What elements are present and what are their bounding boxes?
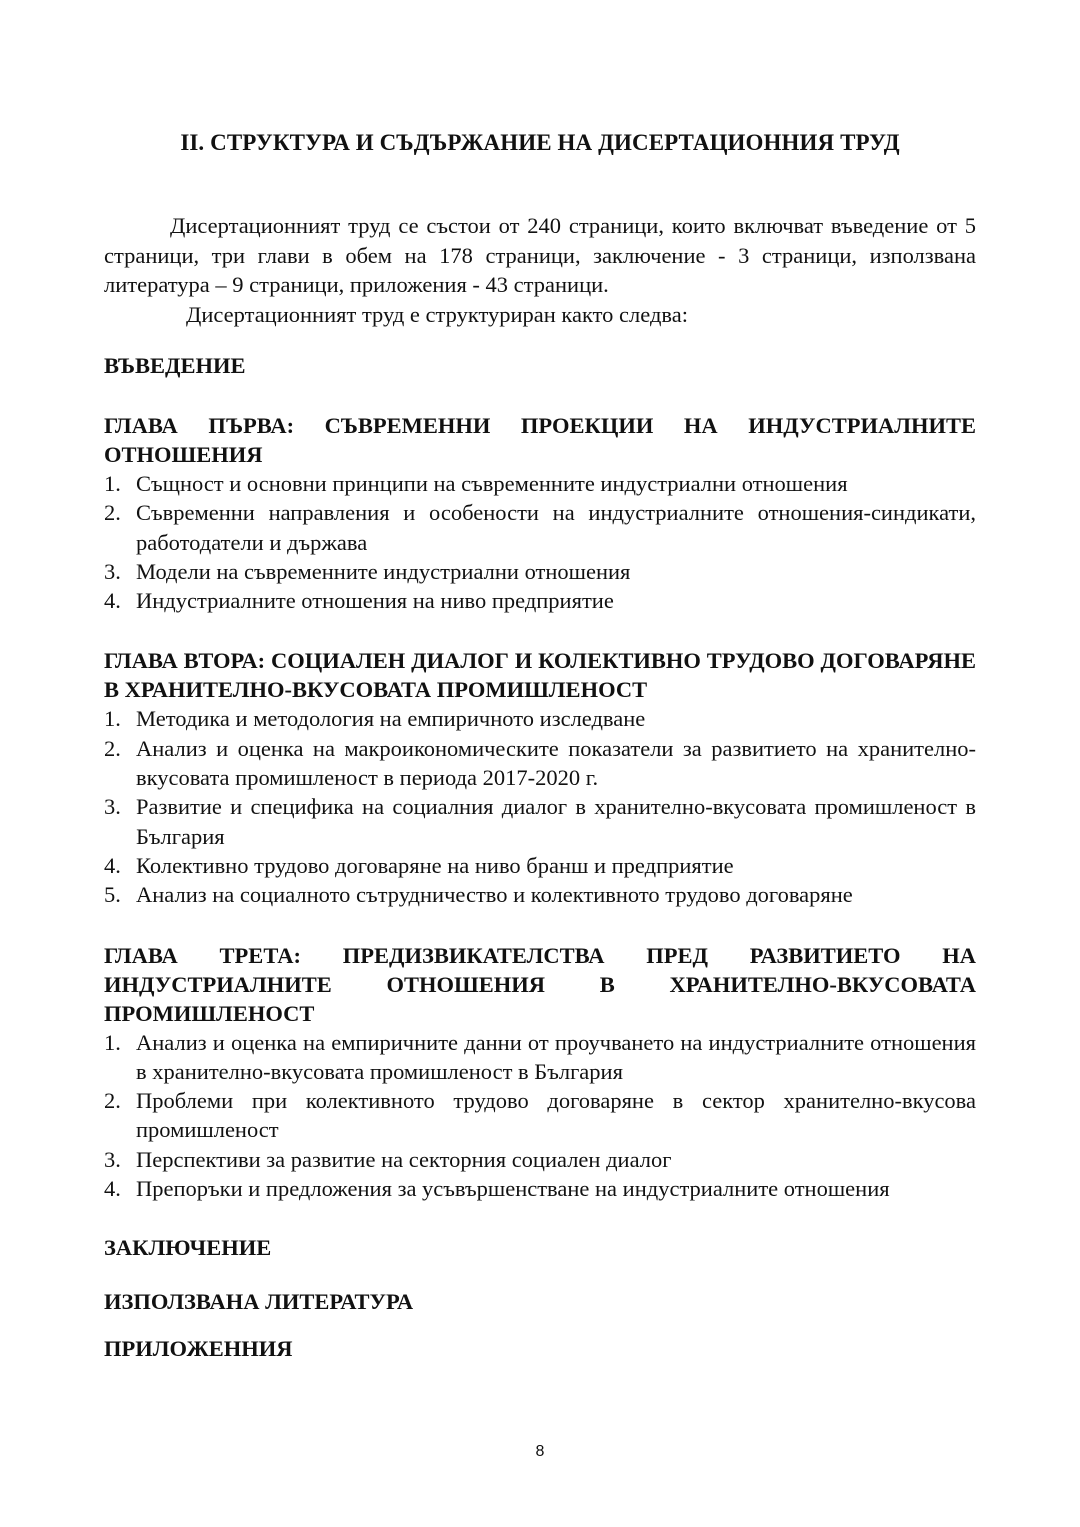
list-item-text: Препоръки и предложения за усъвършенстване на индустриалните отношения [136, 1176, 890, 1202]
list-item [104, 880, 976, 909]
list-item [104, 1028, 976, 1087]
list-item-number: 1. [104, 706, 121, 732]
list-item-text: Анализ и оценка на макроикономическите показатели за развитието на хранително-вкусовата промишленост в периода 2017-2020 г. [136, 735, 976, 791]
list-item [104, 851, 976, 880]
list-item-text: Модели на съвременните индустриални отношения [136, 558, 631, 584]
structure-statement: Дисертационният труд е структуриран както следва: [186, 301, 688, 327]
list-item-text: Индустриалните отношения на ниво предприятие [136, 588, 614, 614]
appendices-heading: ПРИЛОЖЕННИЯ [104, 1336, 293, 1362]
list-item-text: Перспективи за развитие на секторния социален диалог [136, 1146, 672, 1172]
list-item-text: Анализ на социалното сътрудничество и колективното трудово договаряне [136, 882, 853, 908]
chapter-three-heading: ГЛАВА ТРЕТА: ПРЕДИЗВИКАТЕЛСТВА ПРЕД РАЗВИТИЕТО НА ИНДУСТРИАЛНИТЕ ОТНОШЕНИЯ В ХРАНИТЕЛНО-ВКУСОВАТА ПРОМИШЛЕНОСТ [104, 942, 976, 1026]
intro-paragraph: Дисертационният труд се състои от 240 страници, които включват въведение от 5 страници, три глави в обем на 178 страници, заключение - 3 страници, използвана литература – 9 страници, приложения - 43 страници. [104, 213, 976, 297]
list-item-number: 1. [104, 1029, 121, 1055]
list-item-number: 2. [104, 735, 121, 761]
list-item-text: Проблеми при колективното трудово договаряне в сектор хранително-вкусова промишленост [136, 1088, 976, 1143]
list-item-number: 2. [104, 1088, 121, 1114]
list-item-text: Методика и методология на емпиричното изследване [136, 706, 646, 732]
chapter-two-heading: ГЛАВА ВТОРА: СОЦИАЛЕН ДИАЛОГ И КОЛЕКТИВНО ТРУДОВО ДОГОВАРЯНЕ В ХРАНИТЕЛНО-ВКУСОВАТА ПРОМИШЛЕНОСТ [104, 648, 976, 703]
list-item [104, 1145, 976, 1174]
literature-heading: ИЗПОЛЗВАНА ЛИТЕРАТУРА [104, 1289, 414, 1315]
list-item [104, 557, 976, 586]
chapter-two-list [104, 704, 976, 909]
list-item-number: 3. [104, 1146, 121, 1172]
chapter-three [104, 941, 976, 1204]
list-item-number: 4. [104, 852, 121, 878]
list-item-text: Същност и основни принципи на съвременните индустриални отношения [136, 471, 848, 496]
list-item-text: Развитие и специфика на социалния диалог в хранително-вкусовата промишленост в България [136, 794, 976, 849]
chapter-one [104, 411, 976, 615]
page-number: 8 [535, 1443, 545, 1460]
chapter-two [104, 646, 976, 909]
chapter-one-list [104, 469, 976, 615]
list-item [104, 734, 976, 793]
list-item-number: 1. [104, 471, 121, 496]
list-item [104, 1174, 976, 1203]
list-item-number: 2. [104, 500, 121, 526]
list-item [104, 704, 976, 733]
list-item [104, 792, 976, 851]
chapter-three-list [104, 1028, 976, 1204]
chapter-one-heading: ГЛАВА ПЪРВА: СЪВРЕМЕННИ ПРОЕКЦИИ НА ИНДУСТРИАЛНИТЕ ОТНОШЕНИЯ [104, 413, 976, 467]
list-item-text: Съвременни направления и особености на индустриалните отношения-синдикати, работодатели и държава [136, 500, 976, 555]
list-item [104, 469, 976, 498]
list-item-number: 4. [104, 1176, 121, 1202]
document-title: II. СТРУКТУРА И СЪДЪРЖАНИЕ НА ДИСЕРТАЦИОННИЯ ТРУД [180, 130, 900, 155]
list-item-text: Анализ и оценка на емпиричните данни от проучването на индустриалните отношения в хранително-вкусовата промишленост в България [136, 1029, 976, 1084]
conclusion-heading: ЗАКЛЮЧЕНИЕ [104, 1235, 272, 1261]
list-item [104, 1086, 976, 1145]
page-content [104, 128, 976, 1363]
list-item-number: 4. [104, 588, 121, 614]
list-item [104, 498, 976, 557]
list-item-text: Колективно трудово договаряне на ниво бранш и предприятие [136, 852, 734, 878]
list-item [104, 586, 976, 615]
list-item-number: 3. [104, 558, 121, 584]
introduction-heading: ВЪВЕДЕНИЕ [104, 353, 246, 378]
list-item-number: 3. [104, 794, 121, 820]
list-item-number: 5. [104, 882, 121, 908]
